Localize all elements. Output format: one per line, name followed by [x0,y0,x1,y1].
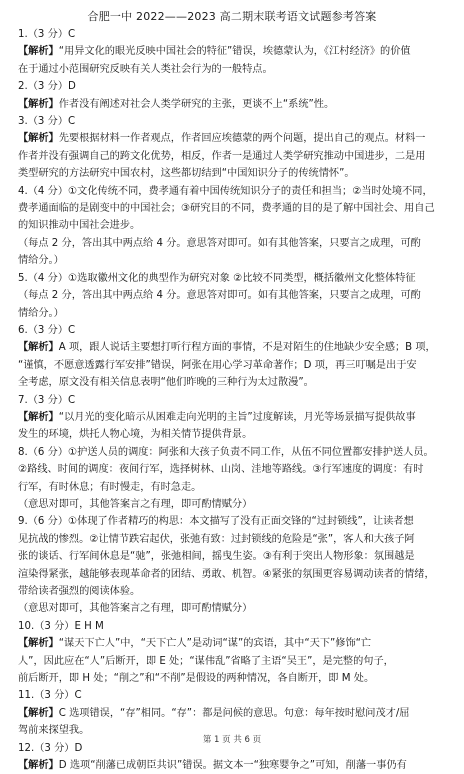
text-line [18,479,452,496]
line-text: C 选项错误，“存”相同。“存”：都是问候的意思。句意：每年按时慰问茂才/屈 [58,707,410,719]
text-line [18,461,452,478]
analysis-tag: 【解析】 [18,638,59,650]
line-text: 费孝通面临的是剧变中的中国社会；③研究目的不同，费孝通的目的是了解中国社会、用自己 [18,203,435,215]
text-line [18,235,452,252]
text-line [18,130,452,147]
answer-content [18,26,452,774]
analysis-tag: 【解析】 [18,760,59,772]
text-line [18,270,452,287]
text-line [18,287,452,304]
page-footer: 第 1 页 共 6 页 [202,735,262,745]
line-text: “谋天下亡人”中，“天下亡人”是动词“谋”的宾语，其中“天下”修饰“亡 [58,638,372,650]
line-text: 驾前来探望我。 [18,725,90,737]
analysis-tag: 【解析】 [18,411,59,423]
line-text: 前后断开，即 H 处；“削之”和“不削”是假设的两种情况，各自断开，即 M 处。 [18,673,375,685]
line-text: 6.（3 分）C [18,324,76,336]
text-line [18,444,452,461]
analysis-tag: 【解析】 [18,46,59,58]
text-line [18,687,452,704]
line-text: 情给分。） [18,255,64,267]
line-text: 渲染得紧张，越能够表现革命者的团结、勇敢、机智。④紧张的氛围更容易调动读者的情绪， [18,568,435,580]
text-line [18,618,452,635]
text-line [18,305,452,322]
line-text: 先要根据材料一作者观点，作者回应埃德蒙的两个问题，提出自己的观点。材料一 [58,133,426,145]
text-line [18,26,452,43]
document-title: 合肥一中 2022——2023 高二期末联考语文试题参考答案 [87,10,377,23]
line-text: 4.（4 分）①文化传统不同，费孝通有着中国传统知识分子的责任和担当；②当时处境不同， [18,185,433,197]
line-text: 人”，因此应在“人”后断开，即 E 处；“谋伟乱”省略了主语“吴王”，是完整的句子， [18,655,394,667]
text-line [18,183,452,200]
line-text: 作者没有阐述对社会人类学研究的主张，更谈不上“系统”性。 [58,98,335,110]
line-text: 3.（3 分）C [18,116,76,128]
line-text: 12.（3 分）D [18,742,83,754]
line-text: 见抗战的惨烈。②让情节跌宕起伏，张弛有致：过封锁线的危险是“张”，客人和大孩子阿 [18,533,415,545]
text-line [18,200,452,217]
line-text: 行军，有时休息；有时慢走，有时急走。 [18,481,202,493]
text-line [18,496,452,513]
line-text: 张的谈话、行军间休息是“驰”，张弛相间，摇曳生姿。③有利于突出人物形象：氛围越是 [18,551,415,563]
text-line [18,426,452,443]
line-text: 情给分。） [18,307,64,319]
line-text: 5.（4 分）①选取徽州文化的典型作为研究对象 ②比较不同类型，概括徽州文化整体特征 [18,272,416,284]
text-line [18,670,452,687]
line-text: 7.（3 分）C [18,394,76,406]
text-line [18,653,452,670]
line-text: D 选项“削藩已成朝臣共识”错误。据文本一“独寒婴争之”可知，削藩一事仍有 [58,760,407,772]
line-text: 作者并没有强调自己的跨文化优势，相反，作者一是通过人类学研究推动中国进步，二是用 [18,150,426,162]
line-text: 的知识推动中国社会进步。 [18,220,141,232]
text-line [18,548,452,565]
line-text: “以月光的变化暗示从困难走向光明的主旨”过度解读，月光等场景描写提供故事 [58,411,416,423]
text-line [18,757,452,774]
text-line [18,357,452,374]
line-text: 11.（3 分）C [18,690,82,702]
line-text: “谨慎，不愿意透露行军安排”错误，阿张在用心学习革命著作；D 项，再三叮嘱是出于安 [18,359,417,371]
line-text: 带给读者强烈的阅读体验。 [18,586,141,597]
text-line [18,705,452,722]
text-line [18,339,452,356]
line-text: 类型研究的方法研究中国农村，这些都切结到“中国知识分子的传统情怀”。 [18,168,355,180]
line-text: （意思对即可，其他答案言之有理，即可酌情赋分） [18,498,253,510]
analysis-tag: 【解析】 [18,133,59,145]
line-text: ②路线、时间的调度：夜间行军，选择树林、山岗、洼地等路线。③行军速度的调度：有时 [18,464,424,476]
text-line [18,322,452,339]
text-line [18,252,452,269]
line-text: 2.（3 分）D [18,81,76,93]
text-line [18,217,452,234]
line-text: 发生的环境，烘托人物心境，为相关情节提供背景。 [18,429,253,441]
text-line [18,96,452,113]
text-line [18,392,452,409]
line-text: （意思对即可，其他答案言之有理，即可酌情赋分） [18,603,253,615]
line-text: （每点 2 分，答出其中两点给 4 分。意思答对即可。如有其他答案，只要言之成理，可酌 [18,290,421,302]
text-line [18,165,452,182]
text-line [18,374,452,391]
line-text: 全考虑，原文没有相关信息表明“他们昨晚的三种行为太过散漫”。 [18,377,314,389]
text-line [18,635,452,652]
line-text: 8.（6 分）①护送人员的调度：阿张和大孩子负责不同工作，从伍不同位置都安排护送人员。 [18,446,434,458]
text-line [18,583,452,600]
text-line [18,566,452,583]
line-text: 在于通过小范围研究反映有关人类社会行为的一般特点。 [18,63,273,75]
analysis-tag: 【解析】 [18,98,59,110]
text-line [18,600,452,617]
text-line [18,61,452,78]
analysis-tag: 【解析】 [18,707,59,719]
text-line [18,409,452,426]
line-text: “用异文化的眼光反映中国社会的特征”错误，埃德蒙认为，《江村经济》的价值 [58,46,411,58]
line-text: 1.（3 分）C [18,29,76,40]
text-line [18,531,452,548]
text-line [18,148,452,165]
line-text: A 项，跟人说话主要想打听行程方面的事情，不是对陌生的住地缺少安全感；B 项， [58,342,436,354]
text-line [18,113,452,130]
line-text: 10.（3 分）E H M [18,620,104,632]
line-text: （每点 2 分，答出其中两点给 4 分。意思答对即可。如有其他答案，只要言之成理，可酌 [18,237,421,249]
text-line [18,43,452,60]
line-text: 9.（6 分）①体现了作者精巧的构思：本文描写了没有正面交锋的“过封锁线”，让读者想 [18,516,414,528]
text-line [18,78,452,95]
analysis-tag: 【解析】 [18,342,59,354]
text-line [18,513,452,530]
